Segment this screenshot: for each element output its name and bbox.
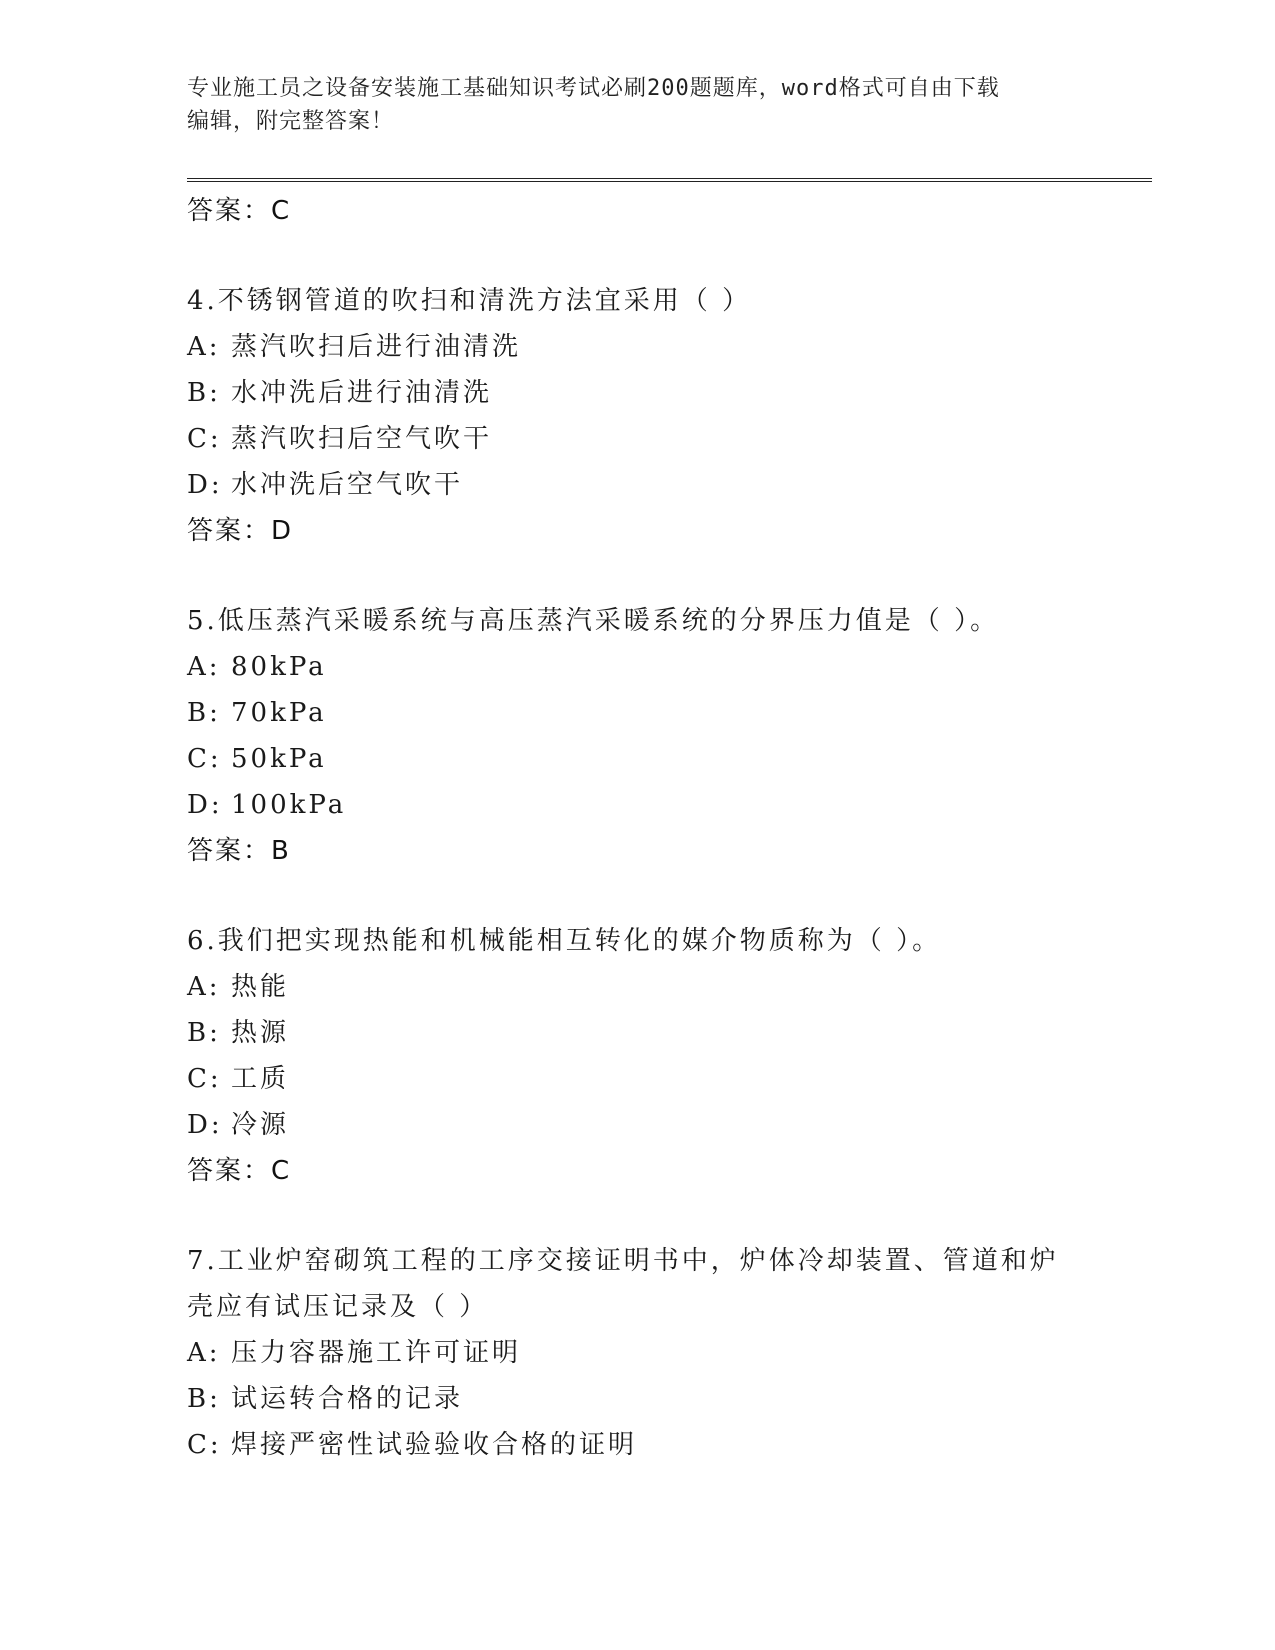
option-key: B: bbox=[187, 378, 221, 408]
option-row bbox=[187, 782, 1087, 828]
option-row bbox=[187, 370, 1087, 416]
option-text: 试运转合格的记录 bbox=[231, 1384, 464, 1414]
question-item bbox=[187, 918, 1087, 1194]
option-key: B: bbox=[187, 1018, 221, 1048]
option-key: C: bbox=[187, 1430, 222, 1460]
question-line: 5.低压蒸汽采暖系统与高压蒸汽采暖系统的分界压力值是（ ）。 bbox=[187, 606, 1000, 636]
option-text: 焊接严密性试验验收合格的证明 bbox=[231, 1430, 638, 1460]
option-key: A: bbox=[187, 652, 221, 682]
question-line: 4.不锈钢管道的吹扫和清洗方法宜采用（ ） bbox=[187, 286, 752, 316]
question-line: 7.工业炉窑砌筑工程的工序交接证明书中，炉体冷却装置、管道和炉 bbox=[187, 1246, 1059, 1276]
option-key: D: bbox=[187, 1110, 223, 1140]
header-line-1: 专业施工员之设备安装施工基础知识考试必刷200题题库，word格式可自由下载 bbox=[187, 76, 1000, 101]
header-line-2: 编辑，附完整答案！ bbox=[187, 109, 395, 134]
option-text: 蒸汽吹扫后空气吹干 bbox=[231, 424, 493, 454]
option-row bbox=[187, 1056, 1087, 1102]
option-text: 80kPa bbox=[231, 652, 327, 682]
question-text bbox=[187, 918, 1087, 964]
option-row bbox=[187, 324, 1087, 370]
option-key: A: bbox=[187, 972, 221, 1002]
option-key: A: bbox=[187, 1338, 221, 1368]
option-key: C: bbox=[187, 424, 222, 454]
option-key: A: bbox=[187, 332, 221, 362]
option-key: D: bbox=[187, 470, 223, 500]
option-text: 蒸汽吹扫后进行油清洗 bbox=[231, 332, 522, 362]
question-line: 壳应有试压记录及（ ） bbox=[187, 1292, 489, 1322]
option-row bbox=[187, 462, 1087, 508]
option-row bbox=[187, 1422, 1087, 1468]
header-divider bbox=[187, 178, 1152, 182]
option-text: 冷源 bbox=[231, 1110, 290, 1140]
question-text bbox=[187, 598, 1087, 644]
option-text: 工质 bbox=[231, 1064, 290, 1094]
option-key: C: bbox=[187, 744, 222, 774]
option-row bbox=[187, 690, 1087, 736]
question-text bbox=[187, 1238, 1087, 1330]
questions-container bbox=[187, 278, 1087, 1468]
option-row bbox=[187, 416, 1087, 462]
question-item bbox=[187, 1238, 1087, 1468]
option-row bbox=[187, 964, 1087, 1010]
option-text: 压力容器施工许可证明 bbox=[231, 1338, 522, 1368]
option-text: 100kPa bbox=[231, 790, 347, 820]
option-text: 热能 bbox=[231, 972, 290, 1002]
answer-label: 答案：C bbox=[187, 196, 292, 226]
answer-label: 答案：B bbox=[187, 836, 291, 866]
option-text: 50kPa bbox=[231, 744, 327, 774]
option-row bbox=[187, 1102, 1087, 1148]
answer-label: 答案：D bbox=[187, 516, 294, 546]
option-text: 水冲洗后空气吹干 bbox=[231, 470, 464, 500]
question-item bbox=[187, 598, 1087, 874]
document-header bbox=[187, 72, 1067, 138]
option-row bbox=[187, 1376, 1087, 1422]
question-text bbox=[187, 278, 1087, 324]
option-text: 水冲洗后进行油清洗 bbox=[231, 378, 493, 408]
option-text: 70kPa bbox=[231, 698, 327, 728]
answer-label: 答案：C bbox=[187, 1156, 292, 1186]
option-key: D: bbox=[187, 790, 223, 820]
option-row bbox=[187, 644, 1087, 690]
option-key: C: bbox=[187, 1064, 222, 1094]
option-row bbox=[187, 1010, 1087, 1056]
option-row bbox=[187, 736, 1087, 782]
option-text: 热源 bbox=[231, 1018, 290, 1048]
option-row bbox=[187, 1330, 1087, 1376]
option-key: B: bbox=[187, 1384, 221, 1414]
question-item bbox=[187, 278, 1087, 554]
question-line: 6.我们把实现热能和机械能相互转化的媒介物质称为（ ）。 bbox=[187, 926, 942, 956]
option-key: B: bbox=[187, 698, 221, 728]
question-list bbox=[187, 188, 1087, 1468]
